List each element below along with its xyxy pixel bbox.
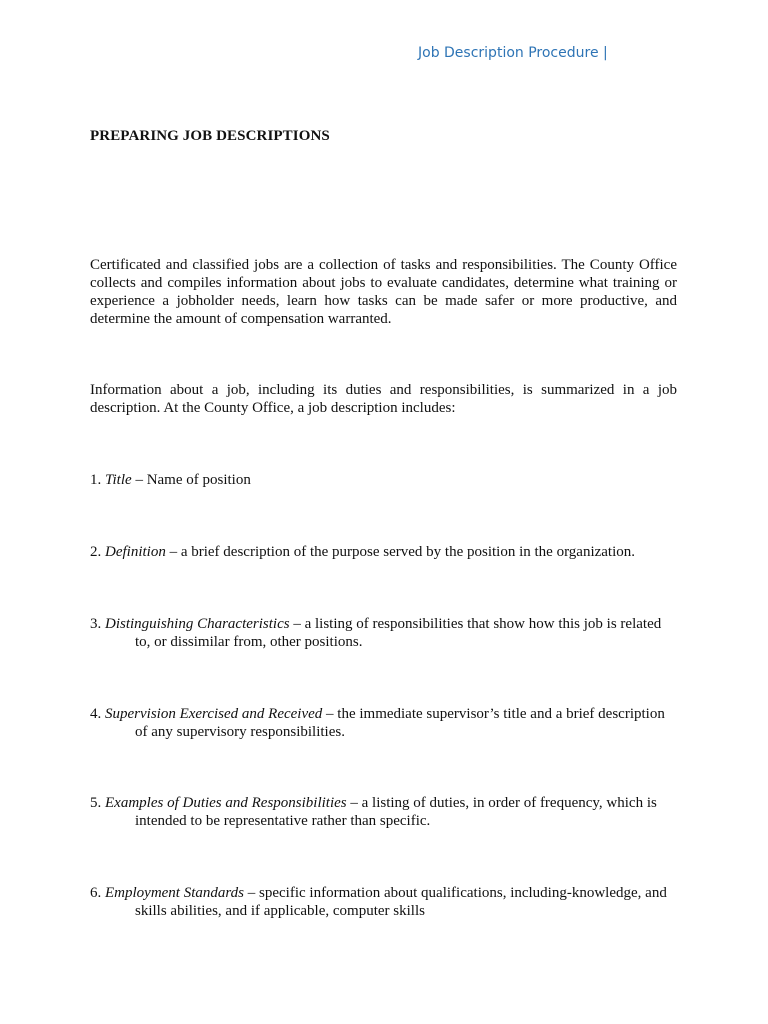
list-item-description: – a listing of duties, in order of frequency, which is	[346, 795, 657, 811]
list-item-number: 3.	[90, 616, 102, 632]
list-item-description: – a brief description of the purpose served by the position in the organization.	[165, 544, 636, 560]
list-item-description: – the immediate supervisor’s title and a brief description	[322, 706, 665, 722]
list-item-title	[90, 471, 677, 489]
list-item-description: – Name of position	[131, 472, 251, 488]
list-item-supervision	[90, 705, 677, 741]
list-item-continuation: skills abilities, and if applicable, computer skills	[135, 903, 425, 919]
list-item-distinguishing-characteristics	[90, 615, 677, 651]
list-item-definition	[90, 543, 677, 561]
list-item-number: 5.	[90, 795, 102, 811]
list-item-term: Distinguishing Characteristics	[105, 616, 290, 632]
list-item-term: Supervision Exercised and Received	[105, 706, 323, 722]
intro-paragraph: Certificated and classified jobs are a collection of tasks and responsibilities. The County Office collects and compiles information about jobs to evaluate candidates, determine what training or experience a jobholder needs, learn how tasks can be made safer or more productive, and determine the amount of compensation warranted.	[90, 257, 677, 327]
list-item-continuation: to, or dissimilar from, other positions.	[135, 634, 363, 650]
list-item-number: 4.	[90, 706, 102, 722]
list-item-term: Title	[105, 472, 132, 488]
list-item-continuation: intended to be representative rather than specific.	[135, 813, 431, 829]
list-item-number: 1.	[90, 472, 102, 488]
list-item-description: – specific information about qualifications, including-knowledge, and	[244, 885, 667, 901]
list-item-examples-of-duties	[90, 794, 677, 830]
list-item-term: Definition	[105, 544, 166, 560]
list-item-number: 2.	[90, 544, 102, 560]
page-header: Job Description Procedure |	[418, 45, 608, 61]
list-item-term: Examples of Duties and Responsibilities	[105, 795, 347, 811]
document-title: PREPARING JOB DESCRIPTIONS	[90, 128, 330, 144]
list-item-description: – a listing of responsibilities that show how this job is related	[289, 616, 662, 632]
list-item-continuation: of any supervisory responsibilities.	[135, 724, 345, 740]
list-item-term: Employment Standards	[105, 885, 245, 901]
list-item-employment-standards	[90, 884, 677, 920]
summary-paragraph: Information about a job, including its duties and responsibilities, is summarized in a job description. At the County Office, a job description includes:	[90, 382, 677, 416]
list-item-number: 6.	[90, 885, 102, 901]
